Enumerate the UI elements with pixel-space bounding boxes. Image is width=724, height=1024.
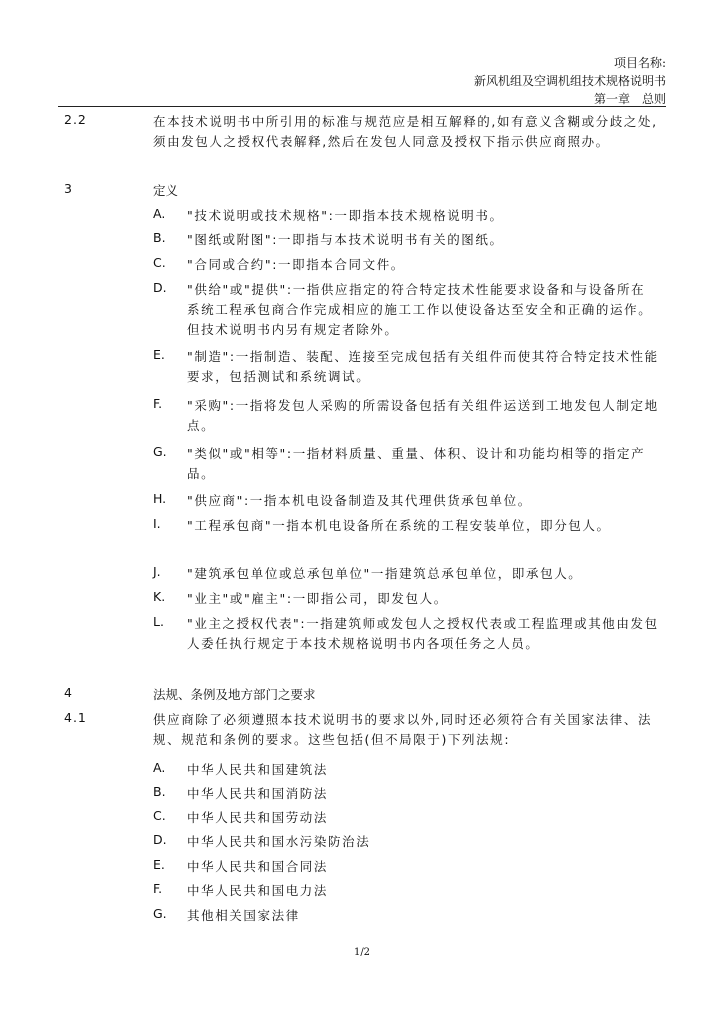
page-number: 1/2 — [353, 947, 371, 958]
section-number: 4 — [64, 685, 73, 700]
item-label: B. — [153, 230, 166, 245]
item-text: "制造":一指制造、装配、连接至完成包括有关组件而使其符合特定技术性能要求，包括测试和系统调试。 — [187, 349, 659, 384]
item-text: "建筑承包单位或总承包单位"一指建筑总承包单位，即承包人。 — [187, 566, 583, 581]
project-label: 项目名称: — [613, 56, 666, 70]
item-label: B. — [153, 784, 166, 799]
item-label: E. — [153, 347, 165, 362]
chapter-title: 第一章 总则 — [593, 92, 666, 106]
item-text: 中华人民共和国劳动法 — [187, 810, 329, 825]
item-text: 中华人民共和国合同法 — [187, 859, 329, 874]
item-text: "供给"或"提供":一指供应指定的符合特定技术性能要求设备和与设备所在系统工程承包商合作完成相应的施工工作以使设备达至安全和正确的运作。但技术说明书内另有规定者除外。 — [187, 282, 653, 337]
item-text: "采购":一指将发包人采购的所需设备包括有关组件运送到工地发包人制定地点。 — [187, 398, 659, 433]
item-text: 其他相关国家法律 — [187, 908, 300, 923]
item-text: "图纸或附图":一即指与本技术说明书有关的图纸。 — [187, 232, 504, 247]
item-text: "工程承包商"一指本机电设备所在系统的工程安装单位，即分包人。 — [187, 518, 611, 533]
item-text: 中华人民共和国电力法 — [187, 883, 329, 898]
item-label: C. — [153, 808, 166, 823]
item-label: A. — [153, 760, 166, 775]
item-text: "合同或合约":一即指本合同文件。 — [187, 257, 405, 272]
item-text: "类似"或"相等":一指材料质量、重量、体积、设计和功能均相等的指定产品。 — [187, 446, 646, 481]
item-label: G. — [153, 444, 167, 459]
item-label: E. — [153, 857, 165, 872]
item-label: H. — [153, 491, 167, 506]
item-label: F. — [153, 881, 163, 896]
item-label: D. — [153, 832, 167, 847]
page-header — [474, 54, 666, 108]
section-text: 在本技术说明书中所引用的标准与规范应是相互解释的,如有意义含糊或分歧之处,须由发包人之授权代表解释,然后在发包人同意及授权下指示供应商照办。 — [153, 114, 658, 149]
item-label: F. — [153, 396, 163, 411]
item-label: I. — [153, 516, 161, 531]
section-number: 4.1 — [64, 710, 87, 725]
item-text: "技术说明或技术规格":一即指本技术规格说明书。 — [187, 208, 504, 223]
item-text: "供应商":一指本机电设备制造及其代理供货承包单位。 — [187, 493, 532, 508]
section-title: 定义 — [153, 183, 179, 198]
item-label: L. — [153, 614, 164, 629]
item-label: C. — [153, 255, 166, 270]
item-label: J. — [153, 564, 161, 579]
project-name: 新风机组及空调机组技术规格说明书 — [473, 74, 666, 88]
item-text: 中华人民共和国消防法 — [187, 786, 329, 801]
item-label: K. — [153, 589, 166, 604]
item-text: 中华人民共和国建筑法 — [187, 762, 329, 777]
item-label: D. — [153, 280, 167, 295]
section-number: 3 — [64, 181, 73, 196]
item-text: "业主"或"雇主":一即指公司，即发包人。 — [187, 591, 448, 606]
section-text: 供应商除了必须遵照本技术说明书的要求以外,同时还必须符合有关国家法律、法规、规范和条例的要求。这些包括(但不局限于)下列法规: — [153, 712, 653, 747]
item-text: "业主之授权代表":一指建筑师或发包人之授权代表或工程监理或其他由发包人委任执行规定于本技术规格说明书内各项任务之人员。 — [187, 616, 659, 651]
item-label: G. — [153, 906, 167, 921]
item-label: A. — [153, 206, 166, 221]
section-number: 2.2 — [64, 112, 87, 127]
header-divider — [58, 106, 666, 107]
item-text: 中华人民共和国水污染防治法 — [187, 834, 371, 849]
section-title: 法规、条例及地方部门之要求 — [153, 687, 316, 702]
